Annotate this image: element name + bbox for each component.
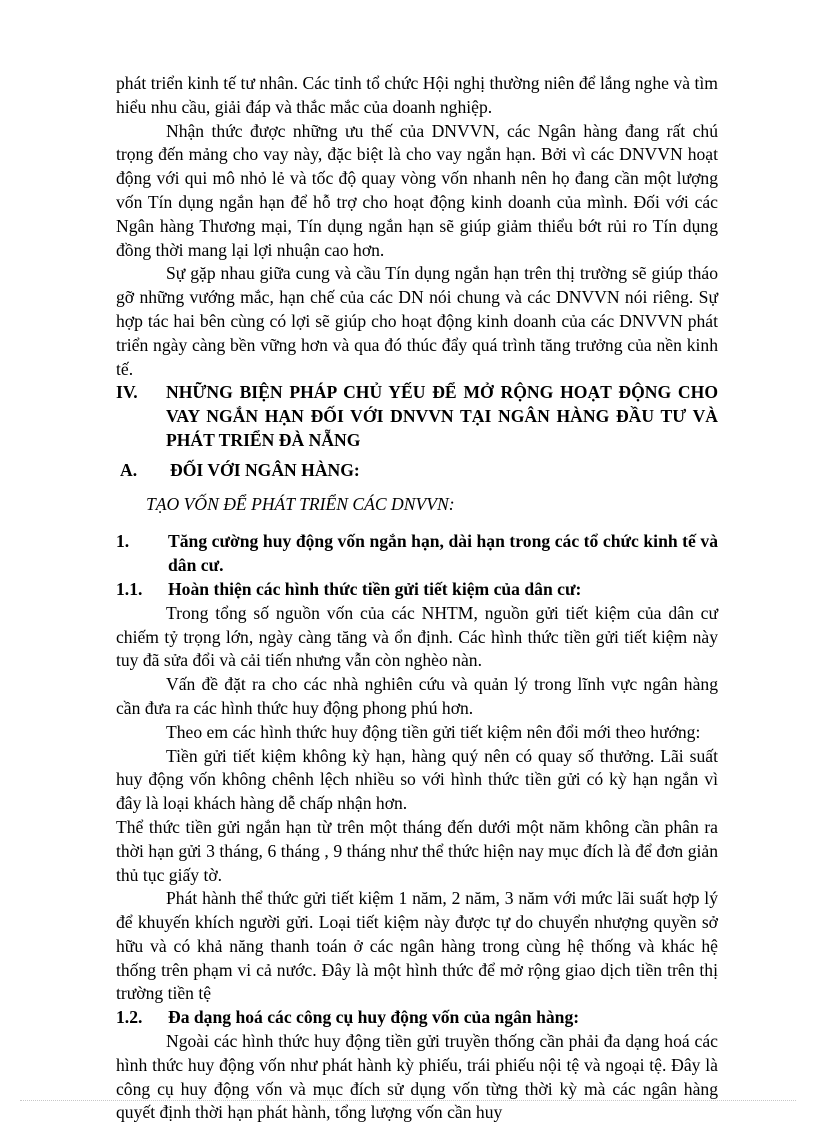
paragraph: Vấn đề đặt ra cho các nhà nghiên cứu và quản lý trong lĩnh vực ngân hàng cần đưa ra các hình thức huy động phong phú hơn. xyxy=(116,674,718,718)
section-heading-1-1 xyxy=(116,578,718,602)
section-heading-a xyxy=(116,459,718,483)
paragraph: Thể thức tiền gửi ngắn hạn từ trên một tháng đến dưới một năm không cần phân ra thời hạn gửi 3 tháng, 6 tháng , 9 tháng như thể thức hiện nay mục đích là để đơn giản thủ tục giấy tờ. xyxy=(116,816,718,885)
heading-number: A. xyxy=(120,459,138,480)
heading-text: ĐỐI VỚI NGÂN HÀNG: xyxy=(170,459,360,480)
paragraph: Trong tổng số nguồn vốn của các NHTM, nguồn gửi tiết kiệm của dân cư chiếm tỷ trọng lớn, ngày càng tăng và ổn định. Các hình thức tiền gửi tiết kiệm này tuy đã sửa đổi và cải tiến nhưng vẫn còn nghèo nàn. xyxy=(116,602,718,671)
paragraph: phát triển kinh tế tư nhân. Các tỉnh tổ chức Hội nghị thường niên để lắng nghe và tìm hiểu nhu cầu, giải đáp và thắc mắc của doanh nghiệp. xyxy=(116,73,718,117)
heading-number: IV. xyxy=(116,382,138,403)
page-bottom-divider xyxy=(20,1100,796,1101)
paragraph: Ngoài các hình thức huy động tiền gửi truyền thống cần phải đa dạng hoá các hình thức huy động vốn như phát hành kỳ phiếu, trái phiếu nội tệ và ngoại tệ. Đây là công cụ huy động vốn và mục đích sử dụng vốn từng thời kỳ mà các ngân hàng quyết định thời hạn phát hành, tổng lượng vốn cần huy xyxy=(116,1031,718,1123)
section-heading-1-2 xyxy=(116,1006,718,1030)
section-heading-1 xyxy=(116,530,718,578)
heading-number: 1.2. xyxy=(116,1007,143,1028)
heading-text: Hoàn thiện các hình thức tiền gửi tiết kiệm của dân cư: xyxy=(168,578,582,599)
heading-text: NHỮNG BIỆN PHÁP CHỦ YẾU ĐỂ MỞ RỘNG HOẠT ĐỘNG CHO VAY NGẮN HẠN ĐỐI VỚI DNVVN TẠI NGÂN HÀNG ĐẦU TƯ VÀ PHÁT TRIỂN ĐÀ NẴNG xyxy=(166,382,718,450)
paragraph: Phát hành thể thức gửi tiết kiệm 1 năm, 2 năm, 3 năm với mức lãi suất hợp lý để khuyến khích người gửi. Loại tiết kiệm này được tự do chuyển nhượng quyền sở hữu và có khả năng thanh toán ở các ngân hàng trong cùng hệ thống và khác hệ thống trên phạm vi cả nước. Đây là một hình thức để mở rộng giao dịch tiền trên thị trường tiền tệ xyxy=(116,888,718,1004)
paragraph: Sự gặp nhau giữa cung và cầu Tín dụng ngắn hạn trên thị trường sẽ giúp tháo gỡ những vướng mắc, hạn chế của các DN nói chung và các DNVVN nói riêng. Sự hợp tác hai bên cùng có lợi sẽ giúp cho hoạt động kinh doanh của các DNVVN phát triển ngày càng bền vững hơn và qua đó thúc đẩy quá trình tăng trưởng của nền kinh tế. xyxy=(116,263,718,379)
heading-number: 1.1. xyxy=(116,578,143,599)
document-page xyxy=(116,72,718,1125)
paragraph: Theo em các hình thức huy động tiền gửi tiết kiệm nên đổi mới theo hướng: xyxy=(166,721,701,742)
paragraph: Tiền gửi tiết kiệm không kỳ hạn, hàng quý nên có quay số thưởng. Lãi suất huy động vốn không chênh lệch nhiều so với hình thức tiền gửi có kỳ hạn ngắn vì đây là loại khách hàng dễ chấp nhận hơn. xyxy=(116,745,718,814)
heading-text: Tăng cường huy động vốn ngắn hạn, dài hạn trong các tổ chức kinh tế và dân cư. xyxy=(168,531,718,576)
section-heading-iv xyxy=(116,381,718,452)
heading-text: Đa dạng hoá các công cụ huy động vốn của ngân hàng: xyxy=(168,1007,580,1028)
paragraph: Nhận thức được những ưu thế của DNVVN, các Ngân hàng đang rất chú trọng đến mảng cho vay này, đặc biệt là cho vay ngắn hạn. Bởi vì các DNVVN hoạt động với qui mô nhỏ lẻ và tốc độ quay vòng vốn nhanh nên họ đang cần một lượng vốn Tín dụng ngắn hạn để hỗ trợ cho hoạt động kinh doanh của mình. Đối với các Ngân hàng Thương mại, Tín dụng ngắn hạn sẽ giúp giảm thiểu bớt rủi ro Tín dụng đồng thời mang lại lợi nhuận cao hơn. xyxy=(116,120,718,260)
italic-subheading: TẠO VỐN ĐỂ PHÁT TRIỂN CÁC DNVVN: xyxy=(146,493,455,514)
heading-number: 1. xyxy=(116,531,130,552)
